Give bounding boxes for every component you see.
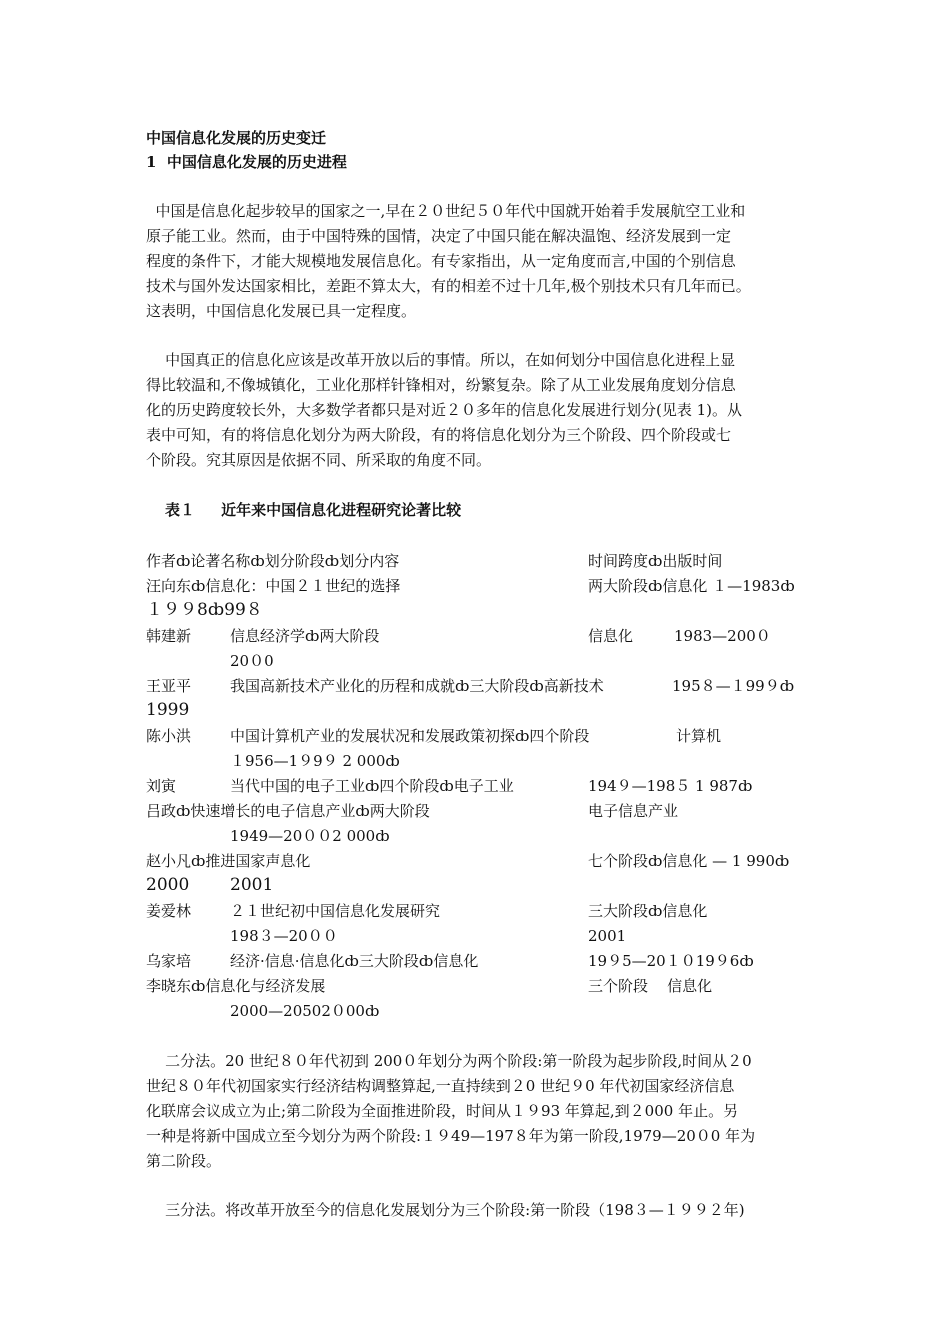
doc-title: 中国信息化发展的历史变迁 — [146, 129, 327, 147]
table-cell: 三大阶段ȸ信息化 — [588, 902, 708, 920]
table-cell: 20０0 — [230, 652, 274, 670]
paragraph-line: 二分法。20 世纪８０年代初到 200０年划分为两个阶段:第一阶段为起步阶段,时间从２0 — [146, 1052, 752, 1070]
table-cell: 1949—20００2 000ȸ — [230, 827, 390, 845]
paragraph-line: 化联席会议成立为止;第二阶段为全面推进阶段，时间从１９93 年算起,到２000 年止。另 — [146, 1102, 739, 1120]
table-cell: 2001 — [588, 927, 627, 945]
table-cell: 电子信息产业 — [588, 802, 679, 820]
table-cell: １956—1９9９ 2 000ȸ — [230, 752, 400, 770]
table-cell: 195８—１99９ȸ — [672, 677, 795, 695]
paragraph-line: 个阶段。究其原因是依据不同、所采取的角度不同。 — [146, 451, 492, 469]
paragraph-line: 中国是信息化起步较早的国家之一,早在２０世纪５０年代中国就开始着手发展航空工业和 — [146, 202, 746, 220]
table-cell: 经济·信息·信息化ȸ三大阶段ȸ信息化 — [230, 952, 479, 970]
paragraph-line: 世纪８０年代初国家实行经济结构调整算起,一直持续到２0 世纪９0 年代初国家经济信息 — [146, 1077, 735, 1095]
paragraph-line: 得比较温和,不像城镇化，工业化那样针锋相对，纷繁复杂。除了从工业发展角度划分信息 — [146, 376, 736, 394]
table-cell: 1999 — [146, 700, 190, 720]
table-cell: 信息经济学ȸ两大阶段 — [230, 627, 380, 645]
paragraph-line: 表中可知，有的将信息化划分为两大阶段，有的将信息化划分为三个阶段、四个阶段或七 — [146, 426, 732, 444]
table-cell: 1983—200０ — [674, 627, 771, 645]
table-cell: 王亚平 — [146, 677, 192, 695]
table-cell: 三个阶段 信息化 — [588, 977, 713, 995]
table-cell: 韩建新 — [146, 627, 192, 645]
table-cell: 刘寅 — [146, 777, 177, 795]
table-cell: 七个阶段ȸ信息化 — 1 990ȸ — [588, 852, 790, 870]
table-caption: 表１ 近年来中国信息化进程研究论著比较 — [165, 501, 462, 519]
table-cell: 吕政ȸ快速增长的电子信息产业ȸ两大阶段 — [146, 802, 430, 820]
table-cell: 两大阶段ȸ信息化 １—1983ȸ — [588, 577, 795, 595]
section-heading: 1 中国信息化发展的历史进程 — [146, 153, 347, 171]
paragraph-line: 三分法。将改革开放至今的信息化发展划分为三个阶段:第一阶段（198３—１９９２年) — [146, 1201, 745, 1219]
table-cell: 陈小洪 — [146, 727, 192, 745]
table-cell: 时间跨度ȸ出版时间 — [588, 552, 723, 570]
table-cell: 姜爱林 — [146, 902, 192, 920]
table-cell: １９９8ȸ99８ — [146, 600, 263, 620]
paragraph-line: 化的历史跨度较长外，大多数学者都只是对近２０多年的信息化发展进行划分(见表 1)。从 — [146, 401, 743, 419]
table-cell: 作者ȸ论著名称ȸ划分阶段ȸ划分内容 — [146, 552, 400, 570]
table-cell: 信息化 — [588, 627, 634, 645]
table-cell: 计算机 — [676, 727, 722, 745]
table-cell: 中国计算机产业的发展状况和发展政策初探ȸ四个阶段 — [230, 727, 590, 745]
table-cell: 乌家培 — [146, 952, 192, 970]
paragraph-line: 一种是将新中国成立至今划分为两个阶段:１９49—197８年为第一阶段,1979—20０0 年为 — [146, 1127, 756, 1145]
paragraph-line: 技术与国外发达国家相比，差距不算太大，有的相差不过十几年,极个别技术只有几年而已。 — [146, 277, 751, 295]
paragraph-line: 程度的条件下，才能大规模地发展信息化。有专家指出，从一定角度而言,中国的个别信息 — [146, 252, 736, 270]
table-cell: 我国高新技术产业化的历程和成就ȸ三大阶段ȸ高新技术 — [230, 677, 604, 695]
table-cell: 汪向东ȸ信息化：中国２１世纪的选择 — [146, 577, 401, 595]
paragraph-line: 这表明，中国信息化发展已具一定程度。 — [146, 302, 417, 320]
table-cell: 198３—20００ — [230, 927, 338, 945]
table-cell: 2001 — [230, 875, 274, 895]
table-cell: 2000 — [146, 875, 190, 895]
paragraph-line: 原子能工业。然而，由于中国特殊的国情，决定了中国只能在解决温饱、经济发展到一定 — [146, 227, 732, 245]
table-cell: 赵小凡ȸ推进国家声息化 — [146, 852, 311, 870]
table-cell: 19９5—20１０19９6ȸ — [588, 952, 754, 970]
table-cell: 当代中国的电子工业ȸ四个阶段ȸ电子工业 — [230, 777, 514, 795]
paragraph-line: 中国真正的信息化应该是改革开放以后的事情。所以，在如何划分中国信息化进程上显 — [146, 351, 736, 369]
table-cell: 李晓东ȸ信息化与经济发展 — [146, 977, 326, 995]
table-cell: ２１世纪初中国信息化发展研究 — [230, 902, 441, 920]
table-cell: 194９—198５ 1 987ȸ — [588, 777, 753, 795]
paragraph-line: 第二阶段。 — [146, 1152, 222, 1170]
table-cell: 2000—20502０00ȸ — [230, 1002, 380, 1020]
